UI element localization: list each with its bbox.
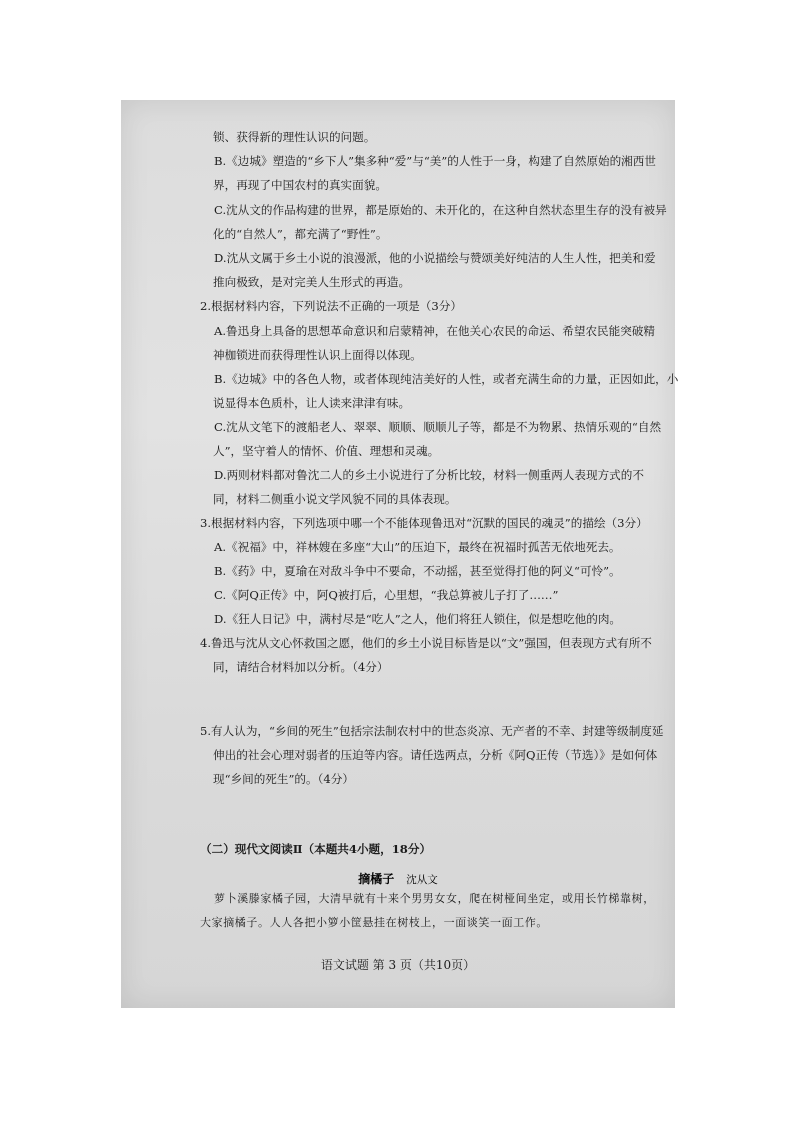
q3-option-a: A.《祝福》中，祥林嫂在多座“大山”的压迫下，最终在祝福时孤苦无依地死去。 (214, 540, 621, 554)
question-5-stem: 5.有人认为，“乡间的死生”包括宗法制农村中的世态炎凉、无产者的不幸、封建等级制度延 (200, 724, 664, 738)
question-5-answer-area[interactable] (205, 796, 635, 820)
passage-paragraph-line-1: 萝卜溪滕家橘子园，大清早就有十来个男男女女，爬在树桠间坐定，或用长竹梯靠树， (214, 892, 655, 905)
passage-paragraph-line-2: 大家摘橘子。人人各把小箩小筐悬挂在树枝上，一面谈笑一面工作。 (200, 916, 548, 929)
question-2-stem: 2.根据材料内容，下列说法不正确的一项是（3分） (200, 299, 462, 313)
question-4-stem-cont: 同，请结合材料加以分析。（4分） (213, 660, 389, 674)
q2-option-d-cont: 同，材料二侧重小说文学风貌不同的具体表现。 (213, 492, 457, 506)
q1-option-d: D.沈从文属于乡土小说的浪漫派，他的小说描绘与赞颂美好纯洁的人生人性，把美和爱 (214, 251, 656, 265)
q2-option-b-cont: 说显得本色质朴，让人读来津津有味。 (213, 396, 411, 410)
passage-title-text: 摘橘子 (358, 872, 395, 886)
q2-option-c: C.沈从文笔下的渡船老人、翠翠、顺顺、顺顺儿子等，都是不为物累、热情乐观的“自然 (214, 420, 662, 434)
passage-title (121, 868, 675, 887)
q3-option-b: B.《药》中，夏瑜在对敌斗争中不要命，不动摇，甚至觉得打他的阿义“可怜”。 (214, 564, 621, 578)
q2-option-b: B.《边城》中的各色人物，或者体现纯洁美好的人性，或者充满生命的力量，正因如此，小 (214, 372, 679, 386)
q1-option-d-cont: 推向极致，是对完美人生形式的再造。 (213, 275, 411, 289)
q2-option-a: A.鲁迅身上具备的思想革命意识和启蒙精神，在他关心农民的命运、希望农民能突破精 (214, 324, 656, 338)
question-4-stem: 4.鲁迅与沈从文心怀救国之愿，他们的乡土小说目标皆是以“文”强国，但表现方式有所不 (200, 636, 652, 650)
question-5-stem-cont-2: 现“乡间的死生”的。（4分） (213, 772, 354, 786)
q3-option-d: D.《狂人日记》中，满村尽是“吃人”之人，他们将狂人锁住，似是想吃他的肉。 (214, 612, 622, 626)
question-4-answer-area[interactable] (205, 684, 635, 708)
q1-option-b: B.《边城》塑造的“乡下人”集多种“爱”与“美”的人性于一身，构建了自然原始的湘西世 (214, 154, 656, 168)
question-5-stem-cont: 伸出的社会心理对弱者的压迫等内容。请任选两点，分析《阿Q正传（节选）》是如何体 (213, 748, 658, 762)
q2-option-d: D.两则材料都对鲁沈二人的乡土小说进行了分析比较，材料一侧重两人表现方式的不 (214, 468, 644, 482)
q2-option-c-cont: 人”，坚守着人的情怀、价值、理想和灵魂。 (213, 444, 440, 458)
question-3-stem: 3.根据材料内容，下列选项中哪一个不能体现鲁迅对“沉默的国民的魂灵”的描绘（3分） (200, 516, 648, 530)
q1-option-c: C.沈从文的作品构建的世界，都是原始的、未开化的，在这种自然状态里生存的没有被异 (214, 203, 667, 217)
page-footer: 语文试题 第 3 页（共10页） (320, 958, 476, 972)
q2-option-a-cont: 神枷锁进而获得理性认识上面得以体现。 (213, 348, 422, 362)
q1-option-b-cont: 界，再现了中国农村的真实面貌。 (213, 178, 387, 192)
option-a-continuation: 锁、获得新的理性认识的问题。 (213, 130, 376, 144)
section-heading: （二）现代文阅读Ⅱ（本题共4小题，18分） (200, 842, 432, 856)
q3-option-c: C.《阿Q正传》中，阿Q被打后，心里想，“我总算被儿子打了……” (214, 588, 559, 602)
exam-page (121, 100, 679, 1008)
passage-author: 沈从文 (406, 874, 438, 886)
q1-option-c-cont: 化的“自然人”，都充满了“野性”。 (213, 227, 388, 241)
